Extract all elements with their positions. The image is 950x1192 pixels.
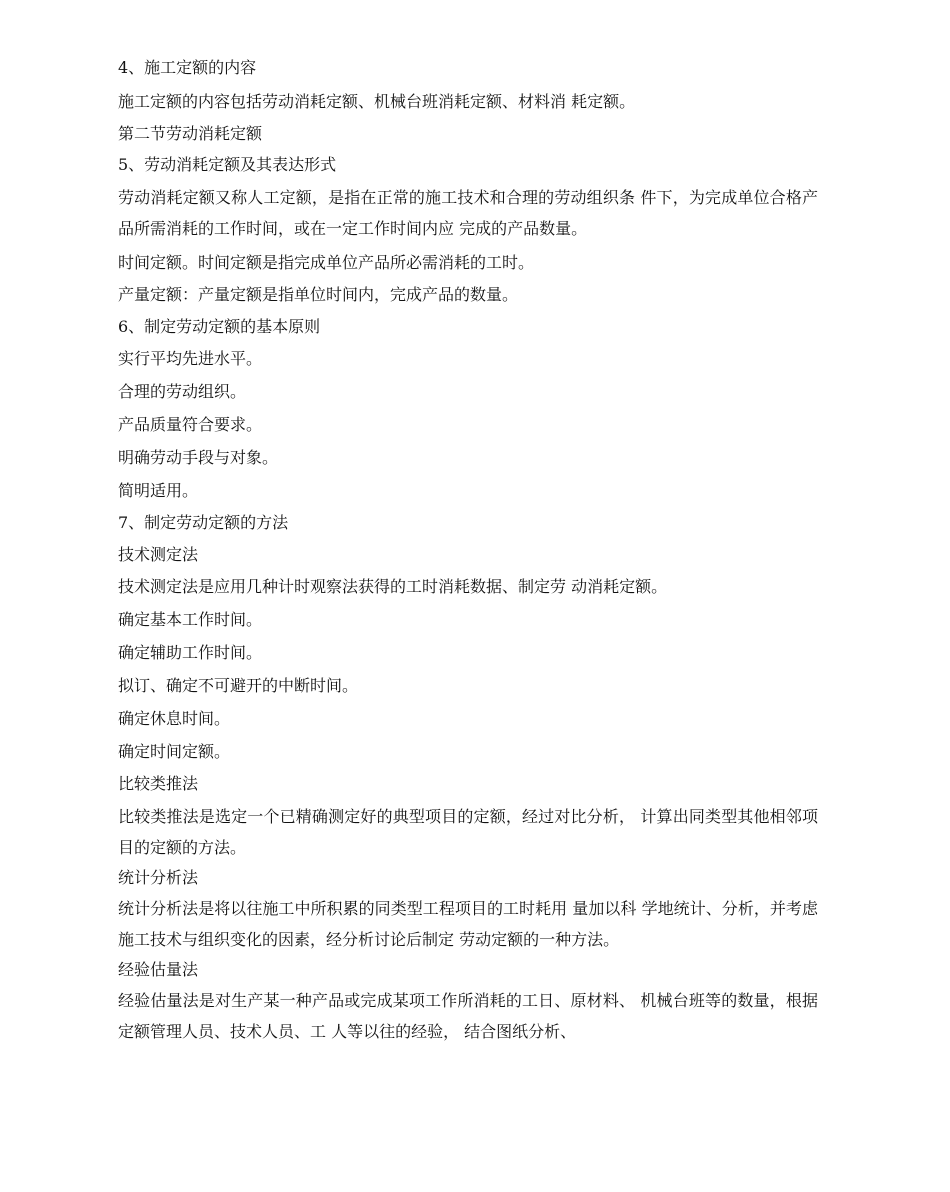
paragraph-time-quota: 时间定额。时间定额是指完成单位产品所必需消耗的工时。 xyxy=(118,253,535,272)
heading-5: 5、劳动消耗定额及其表达形式 xyxy=(118,155,337,174)
paragraph-comparison-method: 比较类推法是选定一个已精确测定好的典型项目的定额，经过对比分析， 计算出同类型其他相邻项目的定额的方法。 xyxy=(118,807,818,857)
section-2-title: 第二节劳动消耗定额 xyxy=(118,124,263,143)
paragraph-experience-method: 经验估量法是对生产某一种产品或完成某项工作所消耗的工日、原材料、 机械台班等的数量，根据定额管理人员、技术人员、工 人等以往的经验， 结合图纸分析、 xyxy=(118,991,818,1041)
paragraph-labor-quota-definition: 劳动消耗定额又称人工定额，是指在正常的施工技术和合理的劳动组织条 件下，为完成单位合格产品所需消耗的工作时间，或在一定工作时间内应 完成的产品数量。 xyxy=(118,188,818,238)
heading-6: 6、制定劳动定额的基本原则 xyxy=(118,317,321,336)
method-title-technical: 技术测定法 xyxy=(118,545,199,564)
list-item: 实行平均先进水平。 xyxy=(118,349,263,368)
paragraph-output-quota: 产量定额：产量定额是指单位时间内，完成产品的数量。 xyxy=(118,285,519,304)
list-item: 确定基本工作时间。 xyxy=(118,610,263,629)
document-page xyxy=(118,57,818,1047)
paragraph-technical-method: 技术测定法是应用几种计时观察法获得的工时消耗数据、制定劳 动消耗定额。 xyxy=(118,577,668,596)
list-item: 确定辅助工作时间。 xyxy=(118,643,263,662)
heading-4: 4、施工定额的内容 xyxy=(118,58,257,77)
list-item: 拟订、确定不可避开的中断时间。 xyxy=(118,676,359,695)
list-item: 简明适用。 xyxy=(118,481,199,500)
list-item: 产品质量符合要求。 xyxy=(118,415,263,434)
list-item: 确定时间定额。 xyxy=(118,742,231,761)
method-title-statistical: 统计分析法 xyxy=(118,868,199,887)
method-title-comparison: 比较类推法 xyxy=(118,774,199,793)
list-item: 合理的劳动组织。 xyxy=(118,382,247,401)
list-item: 明确劳动手段与对象。 xyxy=(118,448,279,467)
heading-7: 7、制定劳动定额的方法 xyxy=(118,513,289,532)
list-item: 确定休息时间。 xyxy=(118,709,231,728)
paragraph-construction-quota-content: 施工定额的内容包括劳动消耗定额、机械台班消耗定额、材料消 耗定额。 xyxy=(118,92,636,111)
method-title-experience: 经验估量法 xyxy=(118,960,199,979)
paragraph-statistical-method: 统计分析法是将以往施工中所积累的同类型工程项目的工时耗用 量加以科 学地统计、分析，并考虑施工技术与组织变化的因素，经分析讨论后制定 劳动定额的一种方法。 xyxy=(118,899,818,949)
